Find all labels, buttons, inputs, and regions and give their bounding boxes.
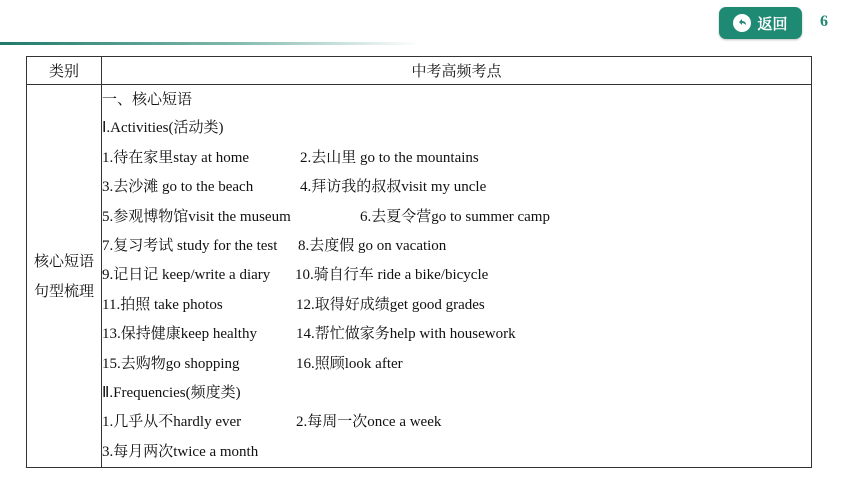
phrase-11: 11.拍照 take photos — [102, 296, 223, 313]
list-item — [102, 203, 811, 232]
phrase-12: 12.取得好成绩get good grades — [296, 296, 485, 313]
phrase-4: 4.拜访我的叔叔visit my uncle — [300, 179, 487, 196]
header-category: 类别 — [27, 57, 102, 85]
table-body-row — [27, 85, 812, 468]
list-item — [102, 350, 811, 379]
phrase-2: 2.去山里 go to the mountains — [300, 149, 479, 166]
section-title-activities: Ⅰ.Activities(活动类) — [102, 120, 224, 137]
category-line-2: 句型梳理 — [33, 282, 94, 301]
phrase-7: 7.复习考试 study for the test — [102, 237, 278, 254]
list-item — [102, 291, 811, 320]
category-cell — [27, 85, 102, 468]
content-cell — [102, 85, 812, 468]
list-item — [102, 320, 811, 349]
back-button-label: 返回 — [757, 14, 788, 33]
section-heading: 一、核心短语 — [102, 90, 193, 108]
phrase-14: 14.帮忙做家务help with housework — [296, 326, 516, 343]
back-arrow-icon — [733, 14, 751, 32]
phrase-9: 9.记日记 keep/write a diary — [102, 267, 271, 284]
header-topic: 中考高频考点 — [102, 57, 812, 85]
phrase-table — [26, 56, 812, 468]
list-item — [102, 144, 811, 173]
phrase-3: 3.去沙滩 go to the beach — [102, 179, 254, 196]
phrase-8: 8.去度假 go on vacation — [298, 237, 447, 254]
table-header-row — [27, 57, 812, 85]
list-item — [102, 261, 811, 290]
phrase-15: 15.去购物go shopping — [102, 355, 240, 372]
frequency-3: 3.每月两次twice a month — [102, 443, 259, 460]
phrase-1: 1.待在家里stay at home — [102, 149, 250, 166]
list-item — [102, 408, 811, 437]
section-title-frequencies: Ⅱ.Frequencies(频度类) — [102, 384, 241, 401]
phrase-10: 10.骑自行车 ride a bike/bicycle — [295, 267, 489, 284]
page-number: 6 — [820, 13, 828, 30]
header-divider-line — [0, 42, 420, 45]
phrase-5: 5.参观博物馆visit the museum — [102, 208, 291, 225]
phrase-16: 16.照顾look after — [296, 355, 403, 372]
phrase-6: 6.去夏令营go to summer camp — [360, 208, 550, 225]
list-item — [102, 438, 811, 467]
category-line-1: 核心短语 — [33, 252, 94, 271]
frequency-1: 1.几乎从不hardly ever — [102, 414, 242, 431]
list-item — [102, 232, 811, 261]
phrase-13: 13.保持健康keep healthy — [102, 326, 257, 343]
frequency-2: 2.每周一次once a week — [296, 414, 442, 431]
back-button[interactable] — [719, 7, 802, 39]
list-item — [102, 173, 811, 202]
